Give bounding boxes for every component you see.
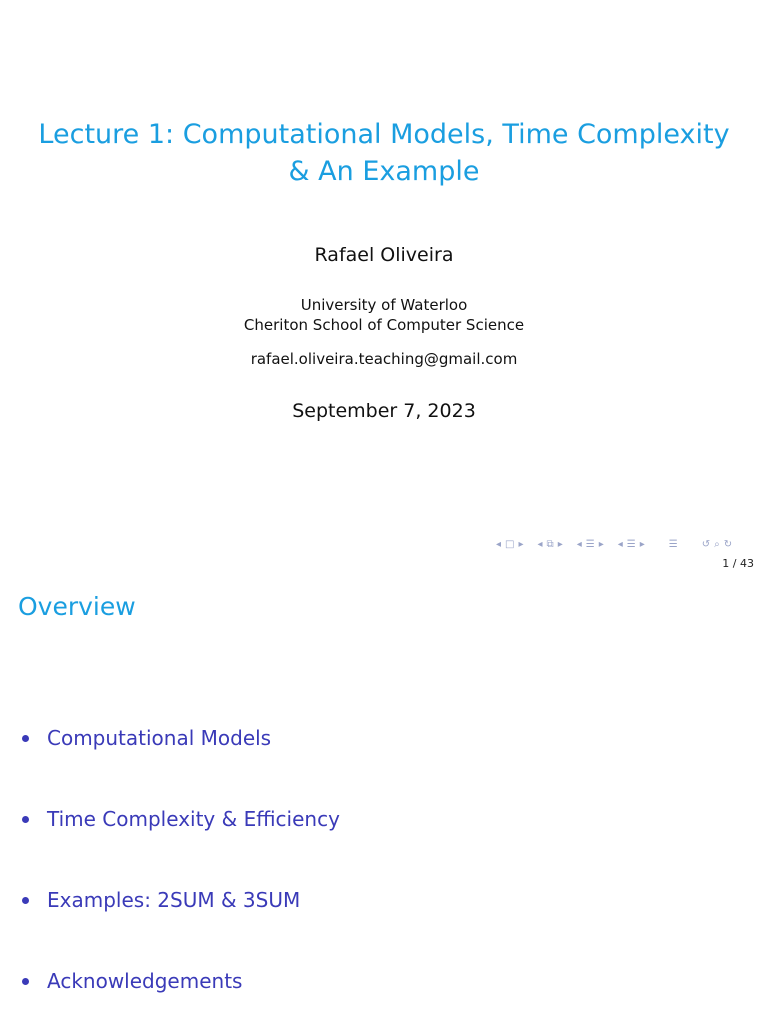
nav-prev-frame-icon[interactable]: ◂ bbox=[496, 539, 502, 550]
nav-prev-section-icon[interactable]: ◂ bbox=[576, 539, 582, 550]
frame-title: Overview bbox=[18, 592, 136, 621]
bullet-icon bbox=[22, 978, 29, 985]
nav-part-icon[interactable]: ☰ bbox=[626, 539, 636, 550]
nav-search-icon[interactable]: ↺ bbox=[701, 539, 711, 550]
overview-slide bbox=[0, 576, 768, 1024]
institution-line-1: University of Waterloo bbox=[300, 296, 468, 314]
bullet-icon bbox=[22, 816, 29, 823]
institution-line-2: Cheriton School of Computer Science bbox=[243, 316, 525, 334]
bullet-icon bbox=[22, 735, 29, 742]
lecture-title bbox=[0, 116, 768, 190]
lecture-title-line-1: Lecture 1: Computational Models, Time Complexity bbox=[38, 119, 730, 150]
list-item[interactable] bbox=[22, 969, 242, 993]
list-item[interactable] bbox=[22, 888, 300, 912]
nav-next-part-icon[interactable]: ▸ bbox=[639, 539, 645, 550]
nav-frame-icon[interactable]: □ bbox=[505, 539, 515, 550]
list-item-label: Examples: 2SUM & 3SUM bbox=[47, 888, 301, 912]
nav-section-icon[interactable]: ☰ bbox=[585, 539, 595, 550]
lecture-title-line-2: & An Example bbox=[288, 156, 480, 187]
bullet-icon bbox=[22, 897, 29, 904]
author-email: rafael.oliveira.teaching@gmail.com bbox=[250, 350, 518, 368]
lecture-date: September 7, 2023 bbox=[292, 400, 476, 422]
list-item[interactable] bbox=[22, 726, 271, 750]
nav-prev-subsection-icon[interactable]: ◂ bbox=[537, 539, 543, 550]
list-item[interactable] bbox=[22, 807, 340, 831]
list-item-label: Time Complexity & Efficiency bbox=[47, 807, 340, 831]
nav-prev-part-icon[interactable]: ◂ bbox=[617, 539, 623, 550]
nav-next-frame-icon[interactable]: ▸ bbox=[518, 539, 524, 550]
nav-doc-icon[interactable]: ☰ bbox=[668, 539, 678, 550]
beamer-navigation-bar bbox=[496, 538, 732, 552]
nav-next-section-icon[interactable]: ▸ bbox=[598, 539, 604, 550]
nav-forward-icon[interactable]: ↻ bbox=[723, 539, 733, 550]
list-item-label: Computational Models bbox=[47, 726, 272, 750]
nav-subsection-icon[interactable]: ⧉ bbox=[546, 539, 554, 550]
nav-next-subsection-icon[interactable]: ▸ bbox=[557, 539, 563, 550]
page-number: 1 / 43 bbox=[722, 557, 754, 570]
list-item-label: Acknowledgements bbox=[47, 969, 243, 993]
nav-back-icon[interactable]: ⌕ bbox=[714, 539, 720, 550]
author-name: Rafael Oliveira bbox=[314, 244, 454, 266]
